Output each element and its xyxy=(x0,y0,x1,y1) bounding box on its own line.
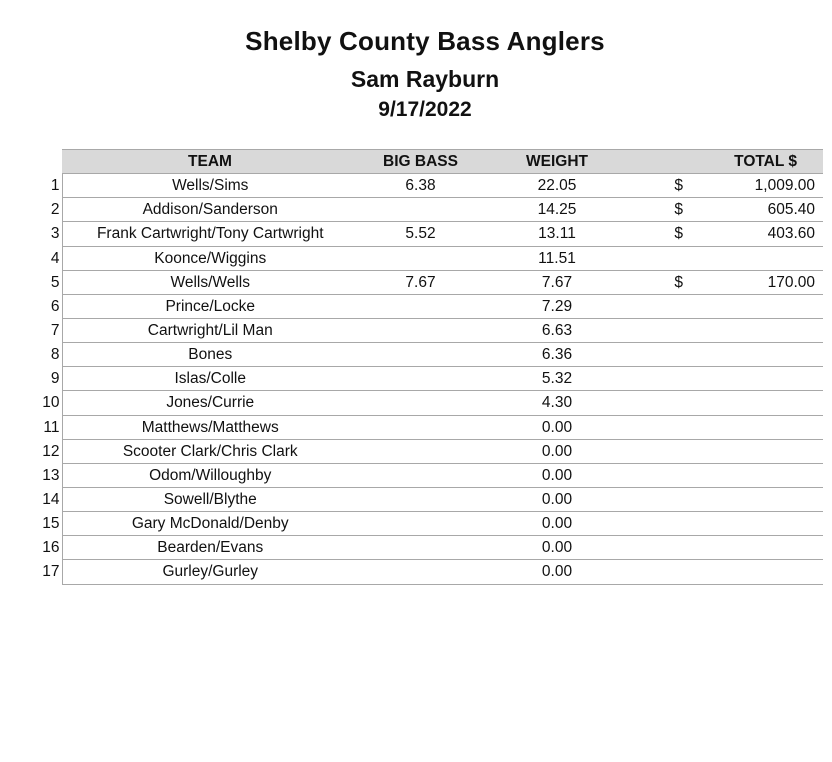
row-number: 14 xyxy=(36,487,62,511)
weight-cell: 0.00 xyxy=(483,487,631,511)
currency-symbol xyxy=(631,439,693,463)
weight-cell: 22.05 xyxy=(483,174,631,198)
row-number-header xyxy=(36,150,62,174)
team-cell: Addison/Sanderson xyxy=(62,198,358,222)
table-row xyxy=(36,198,823,222)
table-row xyxy=(36,560,823,584)
big-bass-cell xyxy=(358,536,483,560)
currency-symbol xyxy=(631,487,693,511)
big-bass-cell: 7.67 xyxy=(358,270,483,294)
total-cell xyxy=(693,367,823,391)
team-cell: Odom/Willoughby xyxy=(62,463,358,487)
results-table xyxy=(36,149,823,585)
table-row xyxy=(36,174,823,198)
team-cell: Gurley/Gurley xyxy=(62,560,358,584)
currency-symbol: $ xyxy=(631,270,693,294)
weight-cell: 0.00 xyxy=(483,560,631,584)
row-number: 16 xyxy=(36,536,62,560)
lake-name: Sam Rayburn xyxy=(350,66,500,92)
table-row xyxy=(36,439,823,463)
currency-symbol xyxy=(631,415,693,439)
big-bass-cell xyxy=(358,343,483,367)
team-cell: Prince/Locke xyxy=(62,294,358,318)
table-row xyxy=(36,463,823,487)
big-bass-cell xyxy=(358,415,483,439)
table-row xyxy=(36,367,823,391)
currency-symbol: $ xyxy=(631,222,693,246)
team-cell: Koonce/Wiggins xyxy=(62,246,358,270)
results-sheet xyxy=(36,149,823,585)
big-bass-cell xyxy=(358,463,483,487)
table-row xyxy=(36,512,823,536)
total-cell xyxy=(693,391,823,415)
table-row xyxy=(36,415,823,439)
row-number: 9 xyxy=(36,367,62,391)
big-bass-cell xyxy=(358,439,483,463)
total-cell xyxy=(693,536,823,560)
weight-cell: 0.00 xyxy=(483,439,631,463)
currency-symbol xyxy=(631,560,693,584)
total-cell xyxy=(693,439,823,463)
total-cell: 403.60 xyxy=(693,222,823,246)
big-bass-cell xyxy=(358,512,483,536)
big-bass-cell: 6.38 xyxy=(358,174,483,198)
team-cell: Jones/Currie xyxy=(62,391,358,415)
weight-cell: 6.36 xyxy=(483,343,631,367)
row-number: 4 xyxy=(36,246,62,270)
big-bass-cell xyxy=(358,294,483,318)
weight-cell: 11.51 xyxy=(483,246,631,270)
weight-cell: 0.00 xyxy=(483,415,631,439)
team-cell: Gary McDonald/Denby xyxy=(62,512,358,536)
big-bass-cell xyxy=(358,198,483,222)
total-cell xyxy=(693,512,823,536)
row-number: 6 xyxy=(36,294,62,318)
team-column-header: TEAM xyxy=(62,150,358,174)
weight-cell: 0.00 xyxy=(483,512,631,536)
total-cell xyxy=(693,463,823,487)
total-cell xyxy=(693,318,823,342)
currency-symbol xyxy=(631,343,693,367)
weight-cell: 7.29 xyxy=(483,294,631,318)
row-number: 11 xyxy=(36,415,62,439)
total-cell xyxy=(693,246,823,270)
weight-cell: 0.00 xyxy=(483,536,631,560)
row-number: 2 xyxy=(36,198,62,222)
row-number: 3 xyxy=(36,222,62,246)
team-cell: Bones xyxy=(62,343,358,367)
currency-symbol xyxy=(631,367,693,391)
currency-symbol xyxy=(631,318,693,342)
row-number: 13 xyxy=(36,463,62,487)
big-bass-column-header: BIG BASS xyxy=(358,150,483,174)
total-cell: 170.00 xyxy=(693,270,823,294)
row-number: 15 xyxy=(36,512,62,536)
currency-symbol xyxy=(631,246,693,270)
row-number: 12 xyxy=(36,439,62,463)
table-row xyxy=(36,536,823,560)
total-cell: 1,009.00 xyxy=(693,174,823,198)
total-column-header: TOTAL $ xyxy=(631,150,823,174)
currency-symbol xyxy=(631,536,693,560)
team-cell: Matthews/Matthews xyxy=(62,415,358,439)
table-row xyxy=(36,294,823,318)
weight-cell: 6.63 xyxy=(483,318,631,342)
big-bass-cell xyxy=(358,560,483,584)
big-bass-cell xyxy=(358,391,483,415)
results-body xyxy=(36,174,823,584)
weight-cell: 13.11 xyxy=(483,222,631,246)
header-row xyxy=(36,150,823,174)
currency-symbol xyxy=(631,463,693,487)
table-row xyxy=(36,343,823,367)
team-cell: Wells/Sims xyxy=(62,174,358,198)
big-bass-cell xyxy=(358,246,483,270)
row-number: 5 xyxy=(36,270,62,294)
currency-symbol xyxy=(631,512,693,536)
table-row xyxy=(36,487,823,511)
team-cell: Cartwright/Lil Man xyxy=(62,318,358,342)
team-cell: Frank Cartwright/Tony Cartwright xyxy=(62,222,358,246)
total-cell xyxy=(693,560,823,584)
big-bass-cell xyxy=(358,487,483,511)
team-cell: Islas/Colle xyxy=(62,367,358,391)
total-cell xyxy=(693,415,823,439)
big-bass-cell xyxy=(358,318,483,342)
weight-cell: 14.25 xyxy=(483,198,631,222)
weight-cell: 5.32 xyxy=(483,367,631,391)
currency-symbol: $ xyxy=(631,198,693,222)
currency-symbol: $ xyxy=(631,174,693,198)
currency-symbol xyxy=(631,391,693,415)
table-row xyxy=(36,222,823,246)
weight-cell: 4.30 xyxy=(483,391,631,415)
team-cell: Wells/Wells xyxy=(62,270,358,294)
event-date: 9/17/2022 xyxy=(378,98,472,121)
big-bass-cell xyxy=(358,367,483,391)
table-row xyxy=(36,318,823,342)
table-row xyxy=(36,270,823,294)
row-number: 1 xyxy=(36,174,62,198)
total-cell xyxy=(693,343,823,367)
row-number: 17 xyxy=(36,560,62,584)
page-title: Shelby County Bass Anglers xyxy=(245,26,605,56)
big-bass-cell: 5.52 xyxy=(358,222,483,246)
table-row xyxy=(36,246,823,270)
weight-cell: 0.00 xyxy=(483,463,631,487)
row-number: 10 xyxy=(36,391,62,415)
total-cell: 605.40 xyxy=(693,198,823,222)
team-cell: Sowell/Blythe xyxy=(62,487,358,511)
row-number: 8 xyxy=(36,343,62,367)
total-cell xyxy=(693,294,823,318)
team-cell: Bearden/Evans xyxy=(62,536,358,560)
currency-symbol xyxy=(631,294,693,318)
team-cell: Scooter Clark/Chris Clark xyxy=(62,439,358,463)
table-row xyxy=(36,391,823,415)
row-number: 7 xyxy=(36,318,62,342)
weight-cell: 7.67 xyxy=(483,270,631,294)
weight-column-header: WEIGHT xyxy=(483,150,631,174)
total-cell xyxy=(693,487,823,511)
